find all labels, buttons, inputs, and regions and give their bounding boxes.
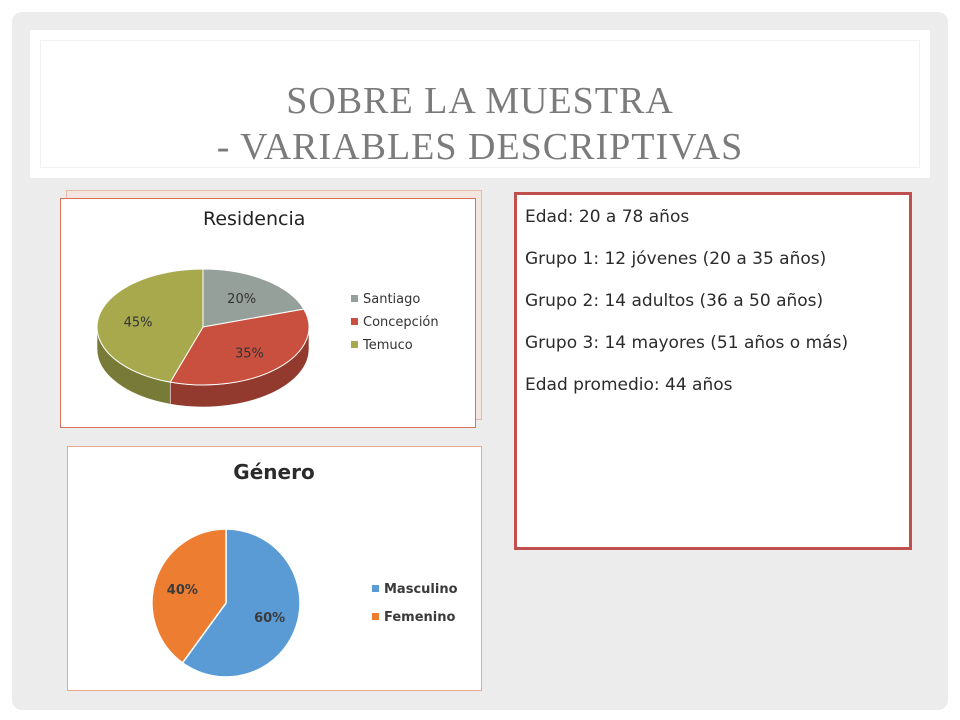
genero-legend-femenino: Femenino: [384, 610, 456, 625]
title-band: [30, 30, 930, 178]
residencia-label-concepcion: 35%: [235, 346, 264, 362]
residencia-chart-title: Residencia: [203, 208, 306, 230]
residencia-label-santiago: 20%: [227, 291, 257, 307]
genero-chart-svg: [68, 447, 481, 690]
info-line-grupo-1: Grupo 1: 12 jóvenes (20 a 35 años): [525, 249, 827, 269]
residencia-legend-swatch-concepcion: [351, 318, 358, 325]
slide-title-line2: - VARIABLES DESCRIPTIVAS: [216, 126, 744, 168]
info-line-grupo-3: Grupo 3: 14 mayores (51 años o más): [525, 333, 849, 353]
genero-legend: [372, 582, 458, 625]
genero-pie: [152, 529, 300, 677]
genero-legend-masculino: Masculino: [384, 582, 458, 597]
residencia-chart: [60, 198, 476, 428]
residencia-chart-svg: [61, 199, 475, 427]
residencia-legend: [351, 292, 439, 353]
genero-chart: [67, 446, 482, 691]
genero-chart-title: Género: [233, 460, 315, 484]
info-line-edad-promedio: Edad promedio: 44 años: [525, 375, 733, 395]
residencia-legend-santiago: Santiago: [363, 292, 421, 307]
genero-legend-swatch-femenino: [372, 613, 379, 620]
residencia-pie: [97, 269, 309, 407]
genero-label-femenino: 40%: [166, 582, 198, 598]
residencia-legend-swatch-temuco: [351, 341, 358, 348]
info-line-edad: Edad: 20 a 78 años: [525, 207, 690, 227]
info-line-grupo-2: Grupo 2: 14 adultos (36 a 50 años): [525, 291, 824, 311]
title-area: [40, 40, 920, 168]
residencia-legend-temuco: Temuco: [363, 338, 413, 353]
residencia-legend-swatch-santiago: [351, 295, 358, 302]
slide-title-line1: SOBRE LA MUESTRA: [286, 80, 674, 122]
age-info-box: [514, 192, 912, 550]
slide: [12, 12, 948, 710]
residencia-legend-concepcion: Concepción: [363, 315, 439, 330]
residencia-label-temuco: 45%: [123, 315, 153, 331]
genero-legend-swatch-masculino: [372, 585, 379, 592]
slide-title: [40, 78, 920, 170]
genero-label-masculino: 60%: [254, 611, 286, 627]
